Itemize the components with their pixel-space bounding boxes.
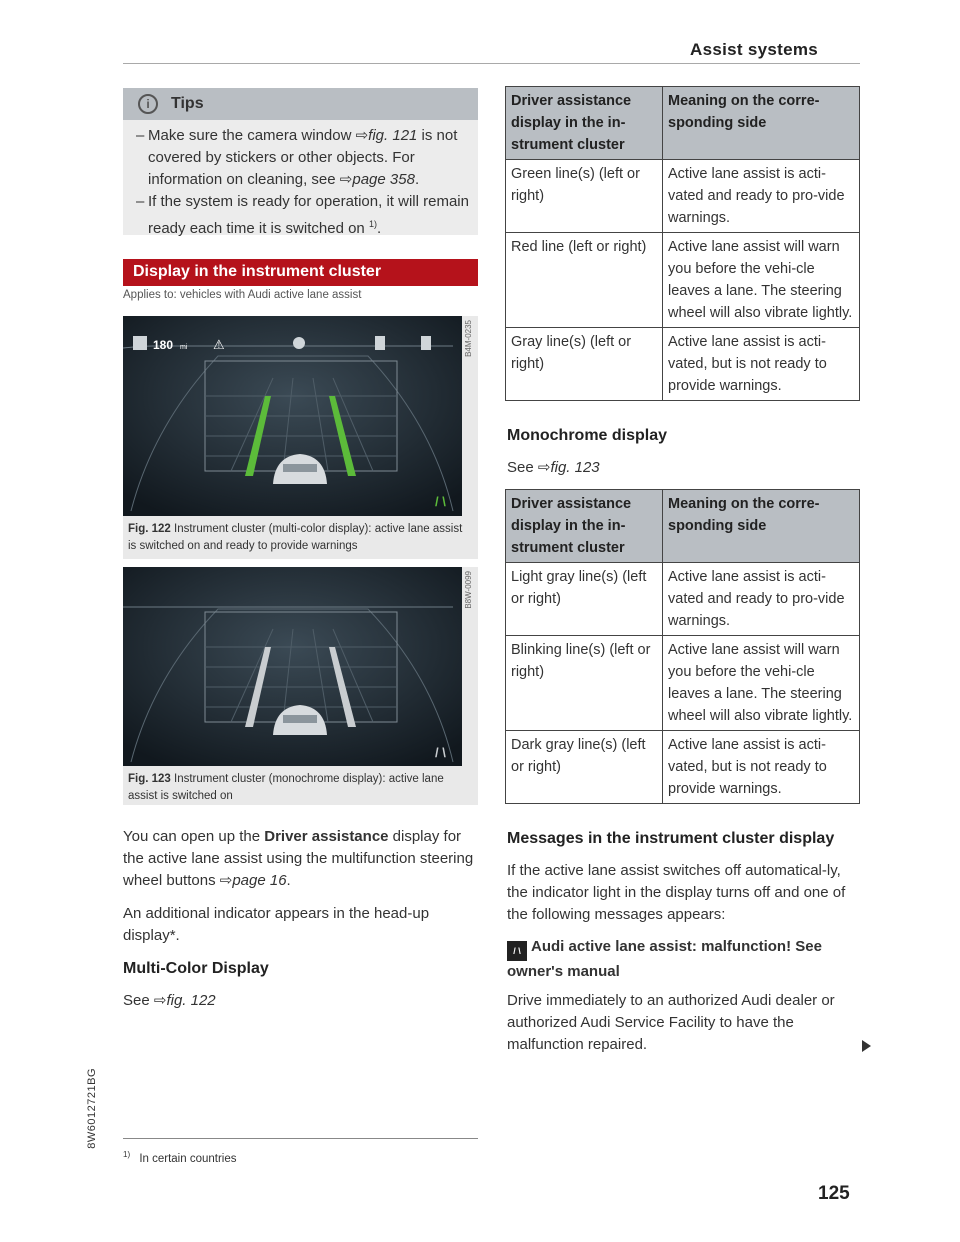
figure-label: Fig. 123	[128, 773, 171, 785]
dash: –	[136, 127, 145, 144]
arrow-ref-icon: ⇨	[537, 459, 551, 476]
table-row	[506, 233, 860, 328]
table-row	[506, 731, 860, 804]
header-divider	[123, 63, 860, 64]
body-text: display for the active lane assist using the multifunction steering wheel buttons	[123, 828, 474, 889]
table-header: Meaning on the corre-sponding side	[663, 490, 860, 563]
paragraph-driver-assistance	[123, 826, 478, 892]
info-icon: i	[138, 94, 158, 114]
figure-caption	[128, 771, 473, 805]
table-cell: Light gray line(s) (left or right)	[506, 563, 663, 636]
table-cell: Red line (left or right)	[506, 233, 663, 328]
figure-code: B4M-0235	[464, 320, 473, 357]
table-cell: Gray line(s) (left or right)	[506, 328, 663, 401]
figure-caption	[128, 521, 473, 555]
tip-text: is not covered by stickers or other objects. For information on cleaning, see	[148, 127, 458, 188]
page-number: 125	[818, 1183, 850, 1204]
table-header: Driver assistance display in the in-strument cluster	[506, 87, 663, 160]
tip-text: .	[376, 220, 382, 237]
lane-assist-indicator-icon: / \	[435, 745, 446, 760]
fig-link[interactable]: fig. 122	[166, 992, 216, 1009]
dash: –	[136, 193, 145, 210]
tip-text: .	[414, 171, 420, 188]
see-fig-123	[507, 457, 600, 479]
lane-assist-indicator-icon: / \	[435, 494, 446, 509]
tips-title: Tips	[171, 95, 204, 112]
figure-label: Fig. 122	[128, 523, 171, 535]
tips-header	[123, 88, 478, 120]
figure-123	[123, 567, 478, 805]
table-header: Meaning on the corre-sponding side	[663, 87, 860, 160]
figure-122	[123, 316, 478, 559]
range-unit: mi	[180, 344, 188, 351]
fig-link[interactable]: fig. 121	[368, 127, 418, 144]
table-multicolor	[505, 86, 860, 401]
footnote-divider	[123, 1138, 478, 1139]
table-cell: Active lane assist will warn you before the vehi-cle leaves a lane. The steering wheel will also vibrate lightly.	[663, 636, 860, 731]
tip-item-camera	[136, 125, 471, 191]
arrow-ref-icon: ⇨	[219, 872, 233, 889]
heading-messages: Messages in the instrument cluster display	[507, 830, 835, 847]
footnote-ref[interactable]: 1)	[368, 219, 377, 229]
footnote	[123, 1150, 237, 1165]
see-text: See	[507, 459, 538, 476]
tip-text: If the system is ready for operation, it will remain ready each time it is switched on	[148, 193, 469, 237]
see-text: See	[123, 992, 154, 1009]
phone-icon	[375, 336, 385, 350]
body-text-bold: Driver assistance	[264, 828, 389, 845]
range-value: 180	[153, 338, 174, 352]
cluster-illustration-color	[123, 316, 462, 516]
lane-assist-warning-icon: / \	[507, 941, 527, 961]
applies-to: Applies to: vehicles with Audi active lane assist	[123, 289, 362, 301]
table-row	[506, 328, 860, 401]
body-text: .	[286, 872, 291, 889]
cluster-image-color	[123, 316, 462, 516]
heading-monochrome: Monochrome display	[507, 427, 668, 444]
tip-text: Make sure the camera window	[148, 127, 356, 144]
table-cell: Active lane assist is acti-vated and ready to pro-vide warnings.	[663, 563, 860, 636]
continue-arrow-icon	[862, 1040, 871, 1052]
cluster-image-mono	[123, 567, 462, 766]
page-link[interactable]: page 358	[352, 171, 415, 188]
page-link[interactable]: page 16	[232, 872, 287, 889]
warning-triangle-icon: ⚠	[213, 338, 225, 353]
footnote-text: In certain countries	[139, 1152, 237, 1165]
tips-box	[123, 88, 478, 235]
table-header-row	[506, 490, 860, 563]
paragraph-messages: If the active lane assist switches off automatical-ly, the indicator light in the display turns off and one of the following messages appears:	[507, 862, 846, 923]
fig-link[interactable]: fig. 123	[550, 459, 600, 476]
caption-text: Instrument cluster (monochrome display): active lane assist is switched on	[128, 773, 444, 802]
table-cell: Blinking line(s) (left or right)	[506, 636, 663, 731]
fuel-icon	[133, 336, 147, 350]
table-cell: Green line(s) (left or right)	[506, 160, 663, 233]
body-text: You can open up the	[123, 828, 265, 845]
brand-icon	[293, 337, 305, 349]
table-cell: Active lane assist is acti-vated and ready to pro-vide warnings.	[663, 160, 860, 233]
table-cell: Active lane assist is acti-vated, but is not ready to provide warnings.	[663, 328, 860, 401]
arrow-ref-icon: ⇨	[339, 171, 353, 188]
cluster-illustration-mono	[123, 567, 462, 766]
section-heading-bar	[123, 259, 478, 286]
arrow-ref-icon: ⇨	[153, 992, 167, 1009]
table-row	[506, 160, 860, 233]
tip-item-ready	[136, 191, 471, 240]
warning-message	[507, 936, 862, 983]
footnote-mark: 1)	[123, 1150, 131, 1159]
heading-multi-color: Multi-Color Display	[123, 960, 269, 977]
arrow-ref-icon: ⇨	[355, 127, 369, 144]
warning-message-text: Audi active lane assist: malfunction! See owner's manual	[507, 938, 822, 980]
see-fig-122	[123, 990, 216, 1012]
document-code: 8W6012721BG	[86, 1068, 98, 1149]
table-header-row	[506, 87, 860, 160]
table-header: Driver assistance display in the in-strument cluster	[506, 490, 663, 563]
table-row	[506, 563, 860, 636]
table-cell: Active lane assist is acti-vated, but is not ready to provide warnings.	[663, 731, 860, 804]
paragraph-head-up: An additional indicator appears in the head-up display*.	[123, 905, 430, 944]
table-monochrome	[505, 489, 860, 804]
media-icon	[421, 336, 431, 350]
figure-code: B8W-0099	[464, 571, 473, 609]
table-row	[506, 636, 860, 731]
table-cell: Active lane assist will warn you before the vehi-cle leaves a lane. The steering wheel will also vibrate lightly.	[663, 233, 860, 328]
caption-text: Instrument cluster (multi-color display): active lane assist is switched on and ready to provide warnings	[128, 523, 463, 552]
table-cell: Dark gray line(s) (left or right)	[506, 731, 663, 804]
paragraph-drive-immediately: Drive immediately to an authorized Audi dealer or authorized Audi Service Facility to have the malfunction repaired.	[507, 992, 835, 1053]
section-title: Display in the instrument cluster	[133, 263, 382, 280]
running-header: Assist systems	[690, 40, 818, 59]
